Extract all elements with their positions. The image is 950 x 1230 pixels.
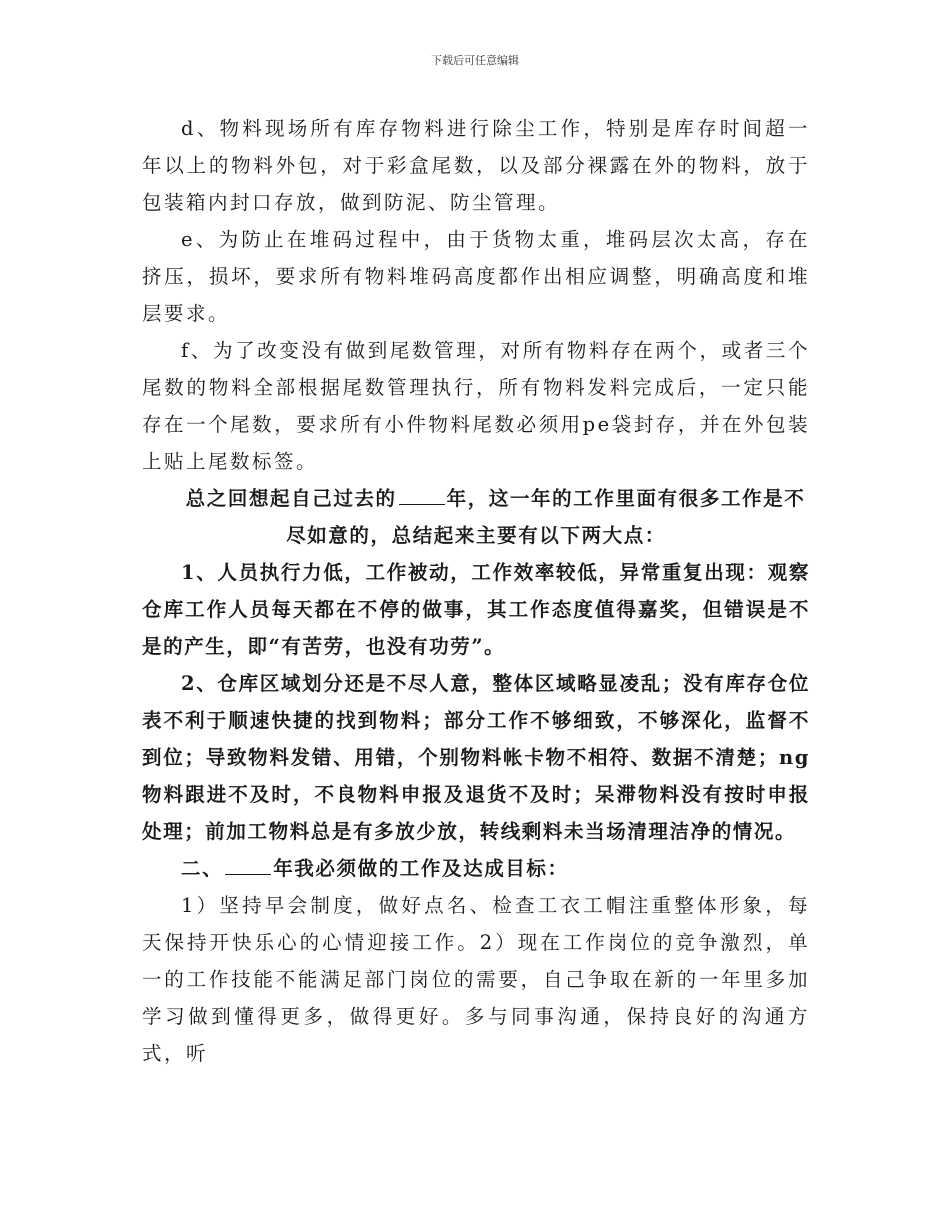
summary-heading-start: 总之回想起自己过去的 — [185, 487, 397, 510]
summary-heading-end: 年，这一年的工作里面有很多工作是不尽如意的，总结起来主要有以下两大点： — [286, 487, 806, 547]
page-header: 下载后可任意编辑 — [431, 54, 519, 67]
year-blank — [399, 486, 445, 505]
point-1: 1、人员执行力低，工作被动，工作效率较低，异常重复出现：观察仓库工作人员每天都在不停的做事，其工作态度值得嘉奖，但错误是不是的产生，即“有苦劳，也没有功劳”。 — [142, 561, 810, 658]
section-2-heading — [142, 850, 810, 887]
section-2-prefix: 二、 — [181, 857, 224, 880]
summary-heading — [142, 480, 810, 554]
point-2: 2、仓库区域划分还是不尽人意，整体区域略显凌乱；没有库存仓位表不利于顺速快捷的找到物料；部分工作不够细致，不够深化，监督不到位；导致物料发错、用错，个别物料帐卡物不相符、数据不清楚；ng物料跟进不及时，不良物料申报及退货不及时；呆滞物料没有按时申报处理；前加工物料总是有多放少放，转线剩料未当场清理洁净的情况。 — [142, 672, 810, 843]
section-2-title: 年我必须做的工作及达成目标： — [273, 857, 569, 880]
goals-paragraph: 1）坚持早会制度，做好点名、检查工衣工帽注重整体形象，每天保持开快乐心的心情迎接工作。2）现在工作岗位的竞争激烈，单一的工作技能不能满足部门岗位的需要，自己争取在新的一年里多加学习做到懂得更多，做得更好。多与同事沟通，保持良好的沟通方式，听 — [142, 894, 810, 1065]
year-blank — [225, 856, 271, 875]
paragraph-f: f、为了改变没有做到尾数管理，对所有物料存在两个，或者三个尾数的物料全部根据尾数管理执行，所有物料发料完成后，一定只能存在一个尾数，要求所有小件物料尾数必须用pe袋封存，并在外包装上贴上尾数标签。 — [142, 339, 810, 473]
document-body — [142, 110, 810, 1072]
paragraph-e: e、为防止在堆码过程中，由于货物太重，堆码层次太高，存在挤压，损坏，要求所有物料堆码高度都作出相应调整，明确高度和堆层要求。 — [142, 228, 810, 325]
paragraph-d: d、物料现场所有库存物料进行除尘工作，特别是库存时间超一年以上的物料外包，对于彩盒尾数，以及部分裸露在外的物料，放于包装箱内封口存放，做到防泥、防尘管理。 — [142, 117, 810, 214]
